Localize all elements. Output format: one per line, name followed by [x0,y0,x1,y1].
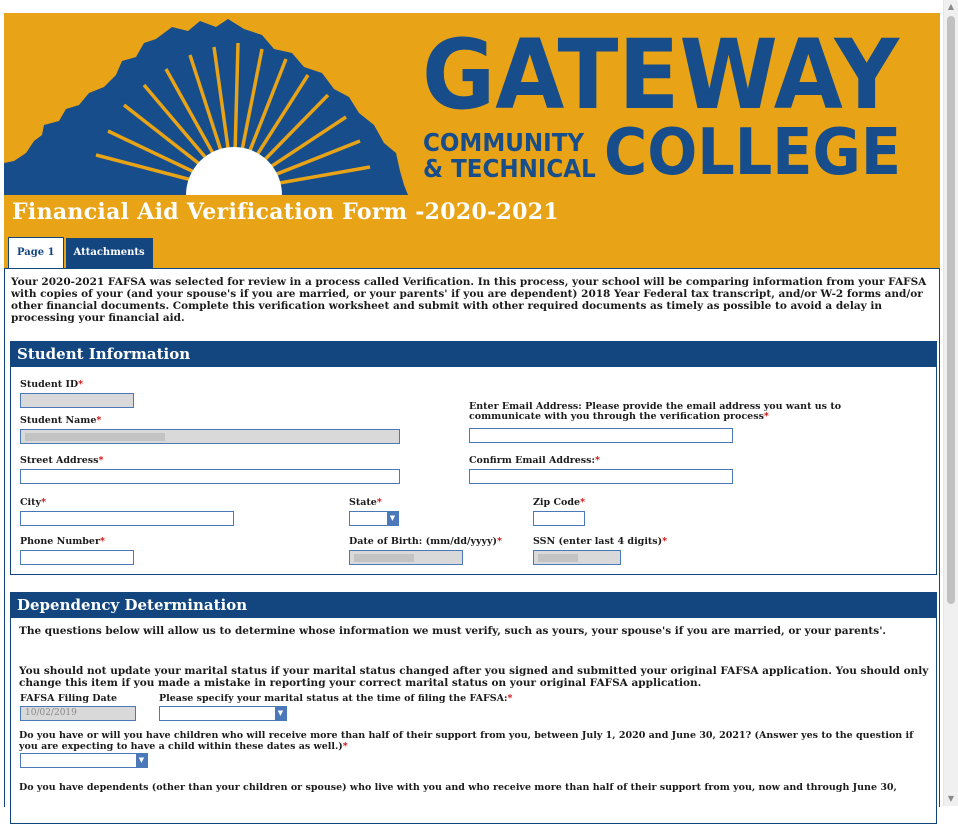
chevron-down-icon: ▼ [136,754,147,767]
chevron-down-icon: ▼ [275,707,286,720]
student-information-section [10,341,937,575]
date-of-birth-input[interactable] [349,550,463,565]
state-label: State* [349,497,382,508]
logo-gateway-text: GATEWAY [422,19,900,131]
student-id-label: Student ID* [20,379,84,390]
scrollbar-thumb[interactable] [947,16,955,604]
form-title: Financial Aid Verification Form -2020-2021 [12,199,559,225]
dependency-intro-text: The questions below will allow us to determine whose information we must verify, such as yours, your spouse's if you are married, or your parents'. [19,625,887,637]
street-address-input[interactable] [20,469,400,484]
top-strip [0,0,944,13]
intro-text: Your 2020-2021 FAFSA was selected for review in a process called Verification. In this process, your school will be comparing information from your FAFSA with copies of your (and your spouse's if you are married, or your parents' if you are dependent) 2018 Year Federal tax transcript, and/or W-2 forms and/or other financial documents. Complete this verification worksheet and submit with other required documents as timely as possible to avoid a delay in processing your financial aid. [11,276,927,324]
student-name-input[interactable] [20,429,400,444]
children-support-select[interactable] [20,753,148,768]
dependents-support-question: Do you have dependents (other than your children or spouse) who live with you and who receive more than half of their support from you, now and through June 30, [19,782,897,793]
email-label: Enter Email Address: Please provide the email address you want us to communicate with you through the verification process* [469,401,842,422]
phone-number-input[interactable] [20,550,134,565]
zip-code-input[interactable] [533,511,585,526]
scroll-up-arrow-icon[interactable]: ▲ [947,2,955,11]
confirm-email-label: Confirm Email Address:* [469,455,600,466]
chevron-down-icon: ▼ [387,512,398,525]
kentucky-sunrise-logo [4,13,424,213]
phone-number-label: Phone Number* [20,536,105,547]
header-banner [4,13,940,268]
tab-attachments[interactable]: Attachments [66,238,153,268]
date-of-birth-label: Date of Birth: (mm/dd/yyyy)* [349,536,502,547]
city-input[interactable] [20,511,234,526]
student-name-redacted [25,433,165,441]
ssn-label: SSN (enter last 4 digits)* [533,536,668,547]
dob-redacted [354,554,414,562]
logo-community-technical [423,130,596,182]
student-id-input[interactable] [20,393,134,408]
vertical-scrollbar[interactable] [943,0,958,806]
zip-code-label: Zip Code* [533,497,586,508]
state-select[interactable] [349,511,399,526]
email-input[interactable] [469,428,733,443]
form-content [4,268,940,807]
street-address-label: Street Address* [20,455,104,466]
confirm-email-input[interactable] [469,469,733,484]
marital-status-select[interactable] [159,706,287,721]
logo-technical-text: & TECHNICAL [423,154,596,183]
children-support-question: Do you have or will you have children who will receive more than half of their support from you, between July 1, 2020 and June 30, 2021? (Answer yes to the question if you are expecting to have a child within these dates as well.)* [19,730,914,752]
student-name-label: Student Name* [20,415,102,426]
ssn-input[interactable] [533,550,621,565]
fafsa-filing-date-label: FAFSA Filing Date [20,693,118,704]
fafsa-filing-date-value: 10/02/2019 [25,708,77,718]
scroll-down-arrow-icon[interactable]: ▼ [947,794,955,803]
dependency-determination-section [10,592,937,824]
logo-community-text: COMMUNITY [423,128,585,157]
tab-page-1[interactable]: Page 1 [8,237,64,268]
ssn-redacted [538,554,578,562]
marital-status-label: Please specify your marital status at the time of filing the FAFSA:* [159,693,513,704]
fafsa-filing-date-input [20,706,136,721]
section-heading: Student Information [11,342,936,367]
tab-bar [8,237,155,268]
marital-status-note: You should not update your marital status if your marital status changed after you signed and submitted your original FAFSA application. You should only change this item if you made a mistake in reporting your correct marital status on your original FAFSA application. [19,665,929,689]
logo-college-text: COLLEGE [604,116,902,190]
city-label: City* [20,497,47,508]
section-heading: Dependency Determination [11,593,936,618]
